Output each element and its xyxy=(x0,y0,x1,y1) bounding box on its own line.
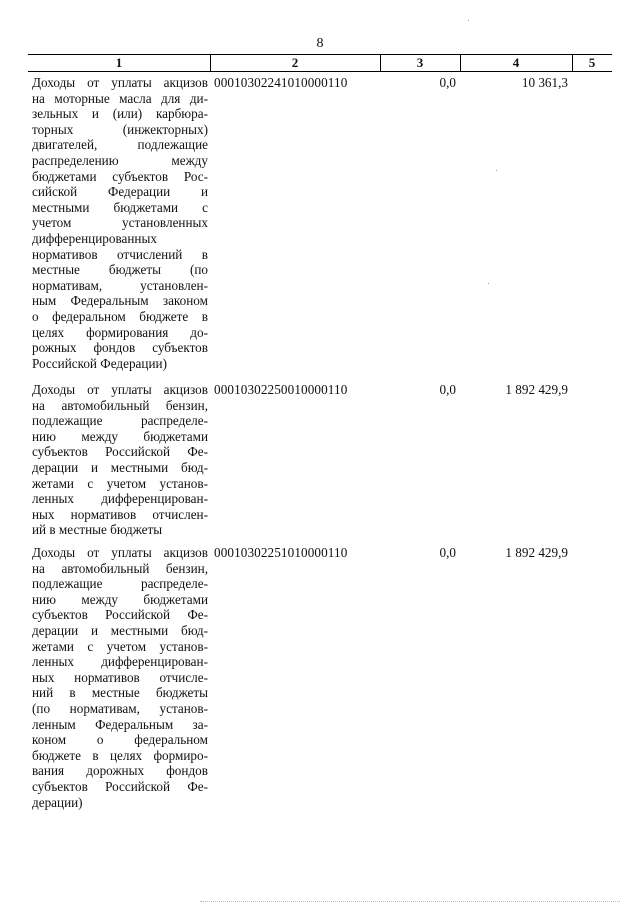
row-col4-value: 10 361,3 xyxy=(521,75,568,90)
description-line: жетами с учетом установ- xyxy=(32,475,208,491)
description-line: распределению между xyxy=(32,152,208,168)
description-line: Доходы от уплаты акцизов xyxy=(32,382,208,397)
description-line: ных нормативов отчислен- xyxy=(32,506,208,522)
description-line: субъектов Российской Фе- xyxy=(32,444,208,460)
description-line: Российской Федерации) xyxy=(32,355,167,371)
description-line: подлежащие распределе- xyxy=(32,413,208,429)
description-line: вания дорожных фондов xyxy=(32,763,208,779)
description-line: ний в местные бюджеты xyxy=(32,685,208,701)
row-col3-value: 0,0 xyxy=(439,382,456,397)
scan-speck xyxy=(468,20,469,21)
description-line: подлежащие распределе- xyxy=(32,576,208,592)
row-description xyxy=(32,75,208,371)
description-line: нормативов отчислений в xyxy=(32,246,208,262)
description-line: местные бюджеты (по xyxy=(32,262,208,278)
description-line: ленным Федеральным за- xyxy=(32,716,208,732)
header-col-1: 1 xyxy=(28,55,211,71)
description-line: бюджетами субъектов Рос- xyxy=(32,168,208,184)
row-code: 00010302250010000110 xyxy=(214,382,348,397)
description-line: целях формирования до- xyxy=(32,324,208,340)
description-line: сийской Федерации и xyxy=(32,184,208,200)
table-header xyxy=(28,54,612,72)
description-line: зельных и (или) карбюра- xyxy=(32,106,208,122)
page-number: 8 xyxy=(316,36,324,51)
description-line: нормативам, установлен- xyxy=(32,277,208,293)
description-line: дерации и местными бюд- xyxy=(32,459,208,475)
scan-edge xyxy=(200,901,620,902)
description-line: субъектов Российской Фе- xyxy=(32,607,208,623)
description-line: нию между бюджетами xyxy=(32,428,208,444)
header-col-5: 5 xyxy=(588,55,596,70)
description-line: Доходы от уплаты акцизов xyxy=(32,75,208,90)
description-line: ленных дифференцирован- xyxy=(32,654,208,670)
header-col-3: 3 xyxy=(380,55,461,71)
description-line: торных (инжекторных) xyxy=(32,121,208,137)
row-col3-value: 0,0 xyxy=(439,75,456,90)
description-line: ных нормативов отчисле- xyxy=(32,669,208,685)
description-line: дифференцированных xyxy=(32,230,157,246)
description-line: на автомобильный бензин, xyxy=(32,397,208,413)
description-line: дерации) xyxy=(32,794,83,810)
description-line: рожных фондов субъектов xyxy=(32,340,208,356)
description-line: на моторные масла для ди- xyxy=(32,90,208,106)
scan-speck xyxy=(496,170,497,171)
description-line: о федеральном бюджете в xyxy=(32,308,208,324)
description-line: ным Федеральным законом xyxy=(32,293,208,309)
description-line: двигателей, подлежащие xyxy=(32,137,208,153)
description-line: нию между бюджетами xyxy=(32,591,208,607)
description-line: учетом установленных xyxy=(32,215,208,231)
row-code: 00010302251010000110 xyxy=(214,545,348,560)
description-line: коном о федеральном xyxy=(32,732,208,748)
description-line: дерации и местными бюд- xyxy=(32,622,208,638)
description-line: местными бюджетами с xyxy=(32,199,208,215)
header-col-2: 2 xyxy=(210,55,381,71)
description-line: жетами с учетом установ- xyxy=(32,638,208,654)
description-line: субъектов Российской Фе- xyxy=(32,778,208,794)
description-line: ий в местные бюджеты xyxy=(32,522,163,538)
description-line: Доходы от уплаты акцизов xyxy=(32,545,208,560)
description-line: ленных дифференцирован- xyxy=(32,491,208,507)
description-line: на автомобильный бензин, xyxy=(32,560,208,576)
row-col3-value: 0,0 xyxy=(439,545,456,560)
row-description xyxy=(32,382,208,538)
row-code: 00010302241010000110 xyxy=(214,75,348,90)
scan-speck xyxy=(488,283,489,284)
header-col-4: 4 xyxy=(460,55,573,71)
row-col4-value: 1 892 429,9 xyxy=(505,382,568,397)
description-line: (по нормативам, установ- xyxy=(32,700,208,716)
description-line: бюджете в целях формиро- xyxy=(32,747,208,763)
row-description xyxy=(32,545,208,810)
row-col4-value: 1 892 429,9 xyxy=(505,545,568,560)
